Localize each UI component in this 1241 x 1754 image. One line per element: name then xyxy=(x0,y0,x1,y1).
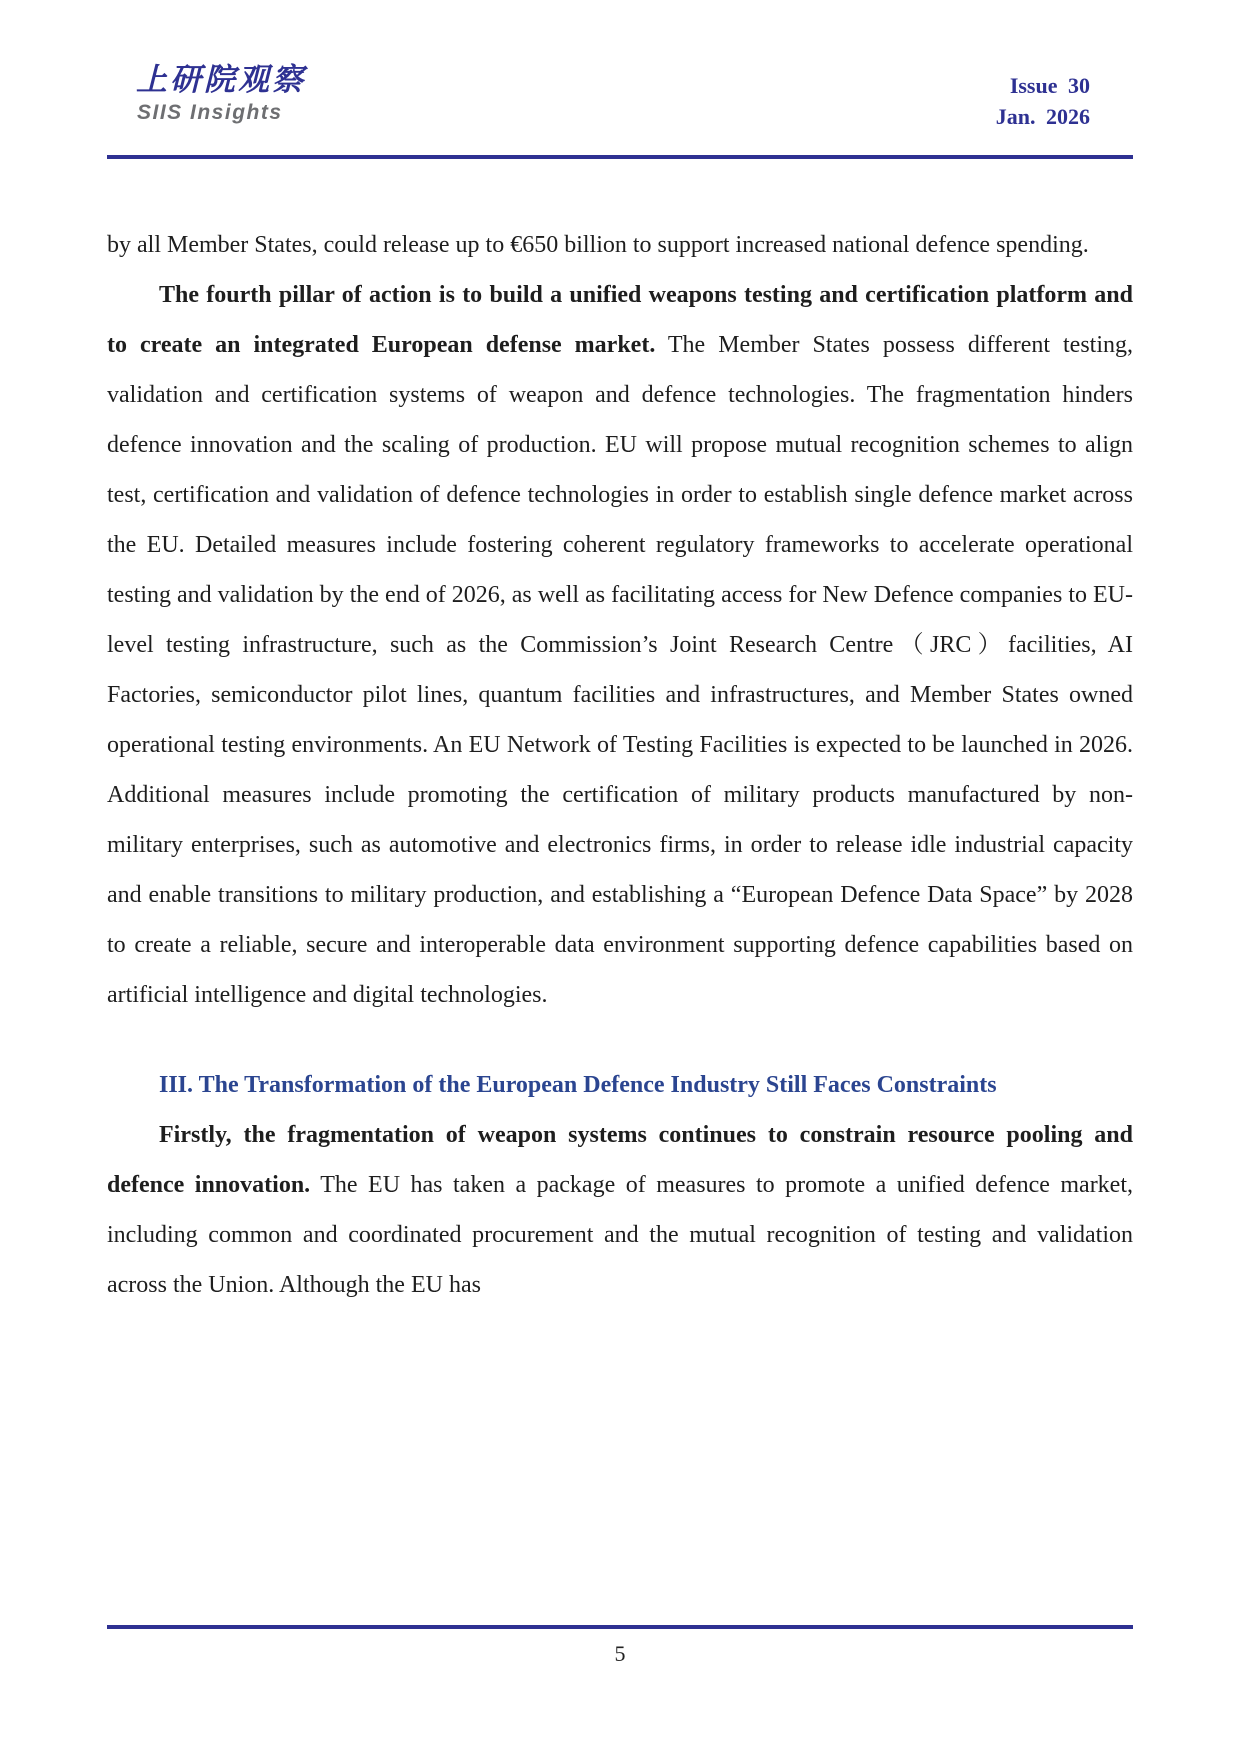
paragraph-continuation: by all Member States, could release up to €650 billion to support increased national defence spending. xyxy=(107,232,1089,258)
footer-divider xyxy=(107,1625,1133,1629)
paragraph-firstly-text: The EU has taken a package of measures to promote a unified defence market, including common and coordinated procurement and the mutual recognition of testing and validation across the Union. Although the EU has xyxy=(107,1172,1134,1298)
issue-info xyxy=(996,70,1090,132)
issue-date: Jan. 2026 xyxy=(995,104,1090,129)
header-divider xyxy=(107,155,1133,159)
logo-chinese: 上研院观察 xyxy=(136,62,306,97)
paragraph-firstly xyxy=(107,1110,1133,1310)
document-body xyxy=(107,220,1133,1310)
paragraph-firstly-bold-lead: Firstly, the fragmentation of weapon systems continues to constrain resource pooling and defence innovation. xyxy=(107,1122,1133,1198)
issue-number: Issue 30 xyxy=(1009,73,1090,98)
page-number: 5 xyxy=(614,1641,626,1666)
paragraph-fourth-pillar xyxy=(107,270,1133,1020)
logo-english: SIIS Insights xyxy=(137,101,283,124)
paragraph-fourth-pillar-bold-lead: The fourth pillar of action is to build a unified weapons testing and certification platform and to create an integrated European defense market. xyxy=(107,282,1133,358)
section-heading-III: III. The Transformation of the European Defence Industry Still Faces Constraints xyxy=(159,1072,997,1098)
paragraph-fourth-pillar-text: The Member States possess different testing, validation and certification systems of weapon and defence technologies. The fragmentation hinders defence innovation and the scaling of production. EU will propose mutual recognition schemes to align test, certification and validation of defence technologies in order to establish single defence market across the EU. Detailed measures include fostering coherent regulatory frameworks to accelerate operational testing and validation by the end of 2026, as well as facilitating access for New Defence companies to EU-level testing infrastructure, such as the Commission’s Joint Research Centre（JRC）facilities, AI Factories, semiconductor pilot lines, quantum facilities and infrastructures, and Member States owned operational testing environments. An EU Network of Testing Facilities is expected to be launched in 2026. Additional measures include promoting the certification of military products manufactured by non-military enterprises, such as automotive and electronics firms, in order to release idle industrial capacity and enable transitions to military production, and establishing a “European Defence Data Space” by 2028 to create a reliable, secure and interoperable data environment supporting defence capabilities based on artificial intelligence and digital technologies. xyxy=(107,332,1134,1008)
